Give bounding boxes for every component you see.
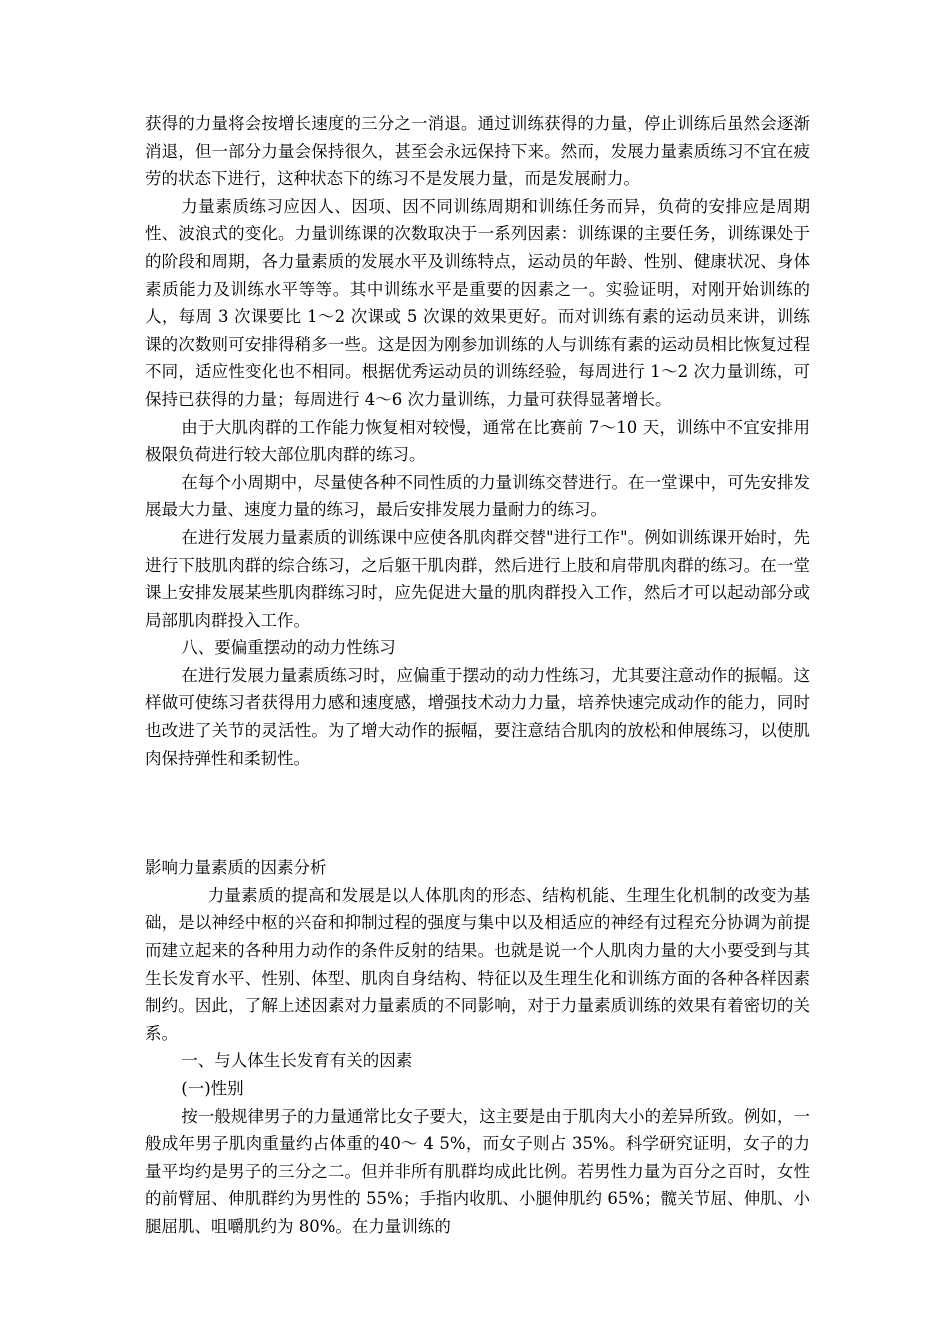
- section-gap: [145, 772, 810, 854]
- heading-growth-factors: 一、与人体生长发育有关的因素: [181, 1051, 413, 1071]
- document-page: [145, 110, 810, 1241]
- heading-dynamic-exercise: 八、要偏重摆动的动力性练习: [181, 638, 396, 658]
- paragraph-dynamic-exercise: 在进行发展力量素质练习时，应偏重于摆动的动力性练习，尤其要注意动作的振幅。这样做可使练习者获得用力感和速度感，增强技术动力力量，培养快速完成动作的能力，同时也改进了关节的灵活性。为了增大动作的振幅，要注意结合肌肉的放松和伸展练习，以使肌肉保持弹性和柔韧性。: [145, 665, 810, 768]
- paragraph-factors-intro: 力量素质的提高和发展是以人体肌肉的形态、结构机能、生理生化机制的改变为基础，是以神经中枢的兴奋和抑制过程的强度与集中以及相适应的神经有过程充分协调为前提而建立起来的各种用力动作的条件反射的结果。也就是说一个人肌肉力量的大小要受到与其生长发育水平、性别、体型、肌肉自身结构、特征以及生理生化和训练方面的各种各样因素制约。因此，了解上述因素对力量素质的不同影响，对于力量素质训练的效果有着密切的关系。: [145, 885, 810, 1043]
- heading-gender: (一)性别: [181, 1079, 244, 1098]
- section-title-factors: 影响力量素质的因素分析: [145, 858, 327, 878]
- paragraph-large-muscle-recovery: 由于大肌肉群的工作能力恢复相对较慢，通常在比赛前 7～10 天，训练中不宜安排用极限负荷进行较大部位肌肉群的练习。: [145, 417, 810, 465]
- paragraph-training-frequency: 力量素质练习应因人、因项、因不同训练周期和训练任务而异，负荷的安排应是周期性、波浪式的变化。力量训练课的次数取决于一系列因素：训练课的主要任务，训练课处于的阶段和周期，各力量素质的发展水平及训练特点，运动员的年龄、性别、健康状况、身体素质能力及训练水平等等。其中训练水平是重要的因素之一。实验证明，对刚开始训练的人，每周 3 次课要比 1～2 次课或 5 次课的效果更好。而对训练有素的运动员来讲，训练课的次数则可安排得稍多一些。这是因为刚参加训练的人与训练有素的运动员相比恢复过程不同，适应性变化也不相同。根据优秀运动员的训练经验，每周进行 1～2 次力量训练，可保持已获得的力量；每周进行 4～6 次力量训练，力量可获得显著增长。: [145, 196, 810, 409]
- paragraph-muscle-alternation: 在进行发展力量素质的训练课中应使各肌肉群交替"进行工作"。例如训练课开始时，先进行下肢肌肉群的综合练习，之后躯干肌肉群，然后进行上肢和肩带肌肉群的练习。在一堂课上安排发展某些肌肉群练习时，应先促进大量的肌肉群投入工作，然后才可以起动部分或局部肌肉群投入工作。: [145, 527, 810, 630]
- paragraph-microcycle: 在每个小周期中，尽量使各种不同性质的力量训练交替进行。在一堂课中，可先安排发展最大力量、速度力量的练习，最后安排发展力量耐力的练习。: [145, 472, 810, 520]
- paragraph-gender: 按一般规律男子的力量通常比女子要大，这主要是由于肌肉大小的差异所致。例如，一般成年男子肌肉重量约占体重的40～ 4 5%，而女子则占 35%。科学研究证明，女子的力量平均约是男子的三分之二。但并非所有肌群均成此比例。若男性力量为百分之百时，女性的前臂屈、伸肌群约为男性的 55%；手指内收肌、小腿伸肌约 65%；髋关节屈、伸肌、小腿屈肌、咀嚼肌约为 80%。在力量训练的: [145, 1106, 810, 1236]
- paragraph-strength-decline: 获得的力量将会按增长速度的三分之一消退。通过训练获得的力量，停止训练后虽然会逐渐消退，但一部分力量会保持很久，甚至会永远保持下来。然而，发展力量素质练习不宜在疲劳的状态下进行，这种状态下的练习不是发展力量，而是发展耐力。: [145, 114, 810, 189]
